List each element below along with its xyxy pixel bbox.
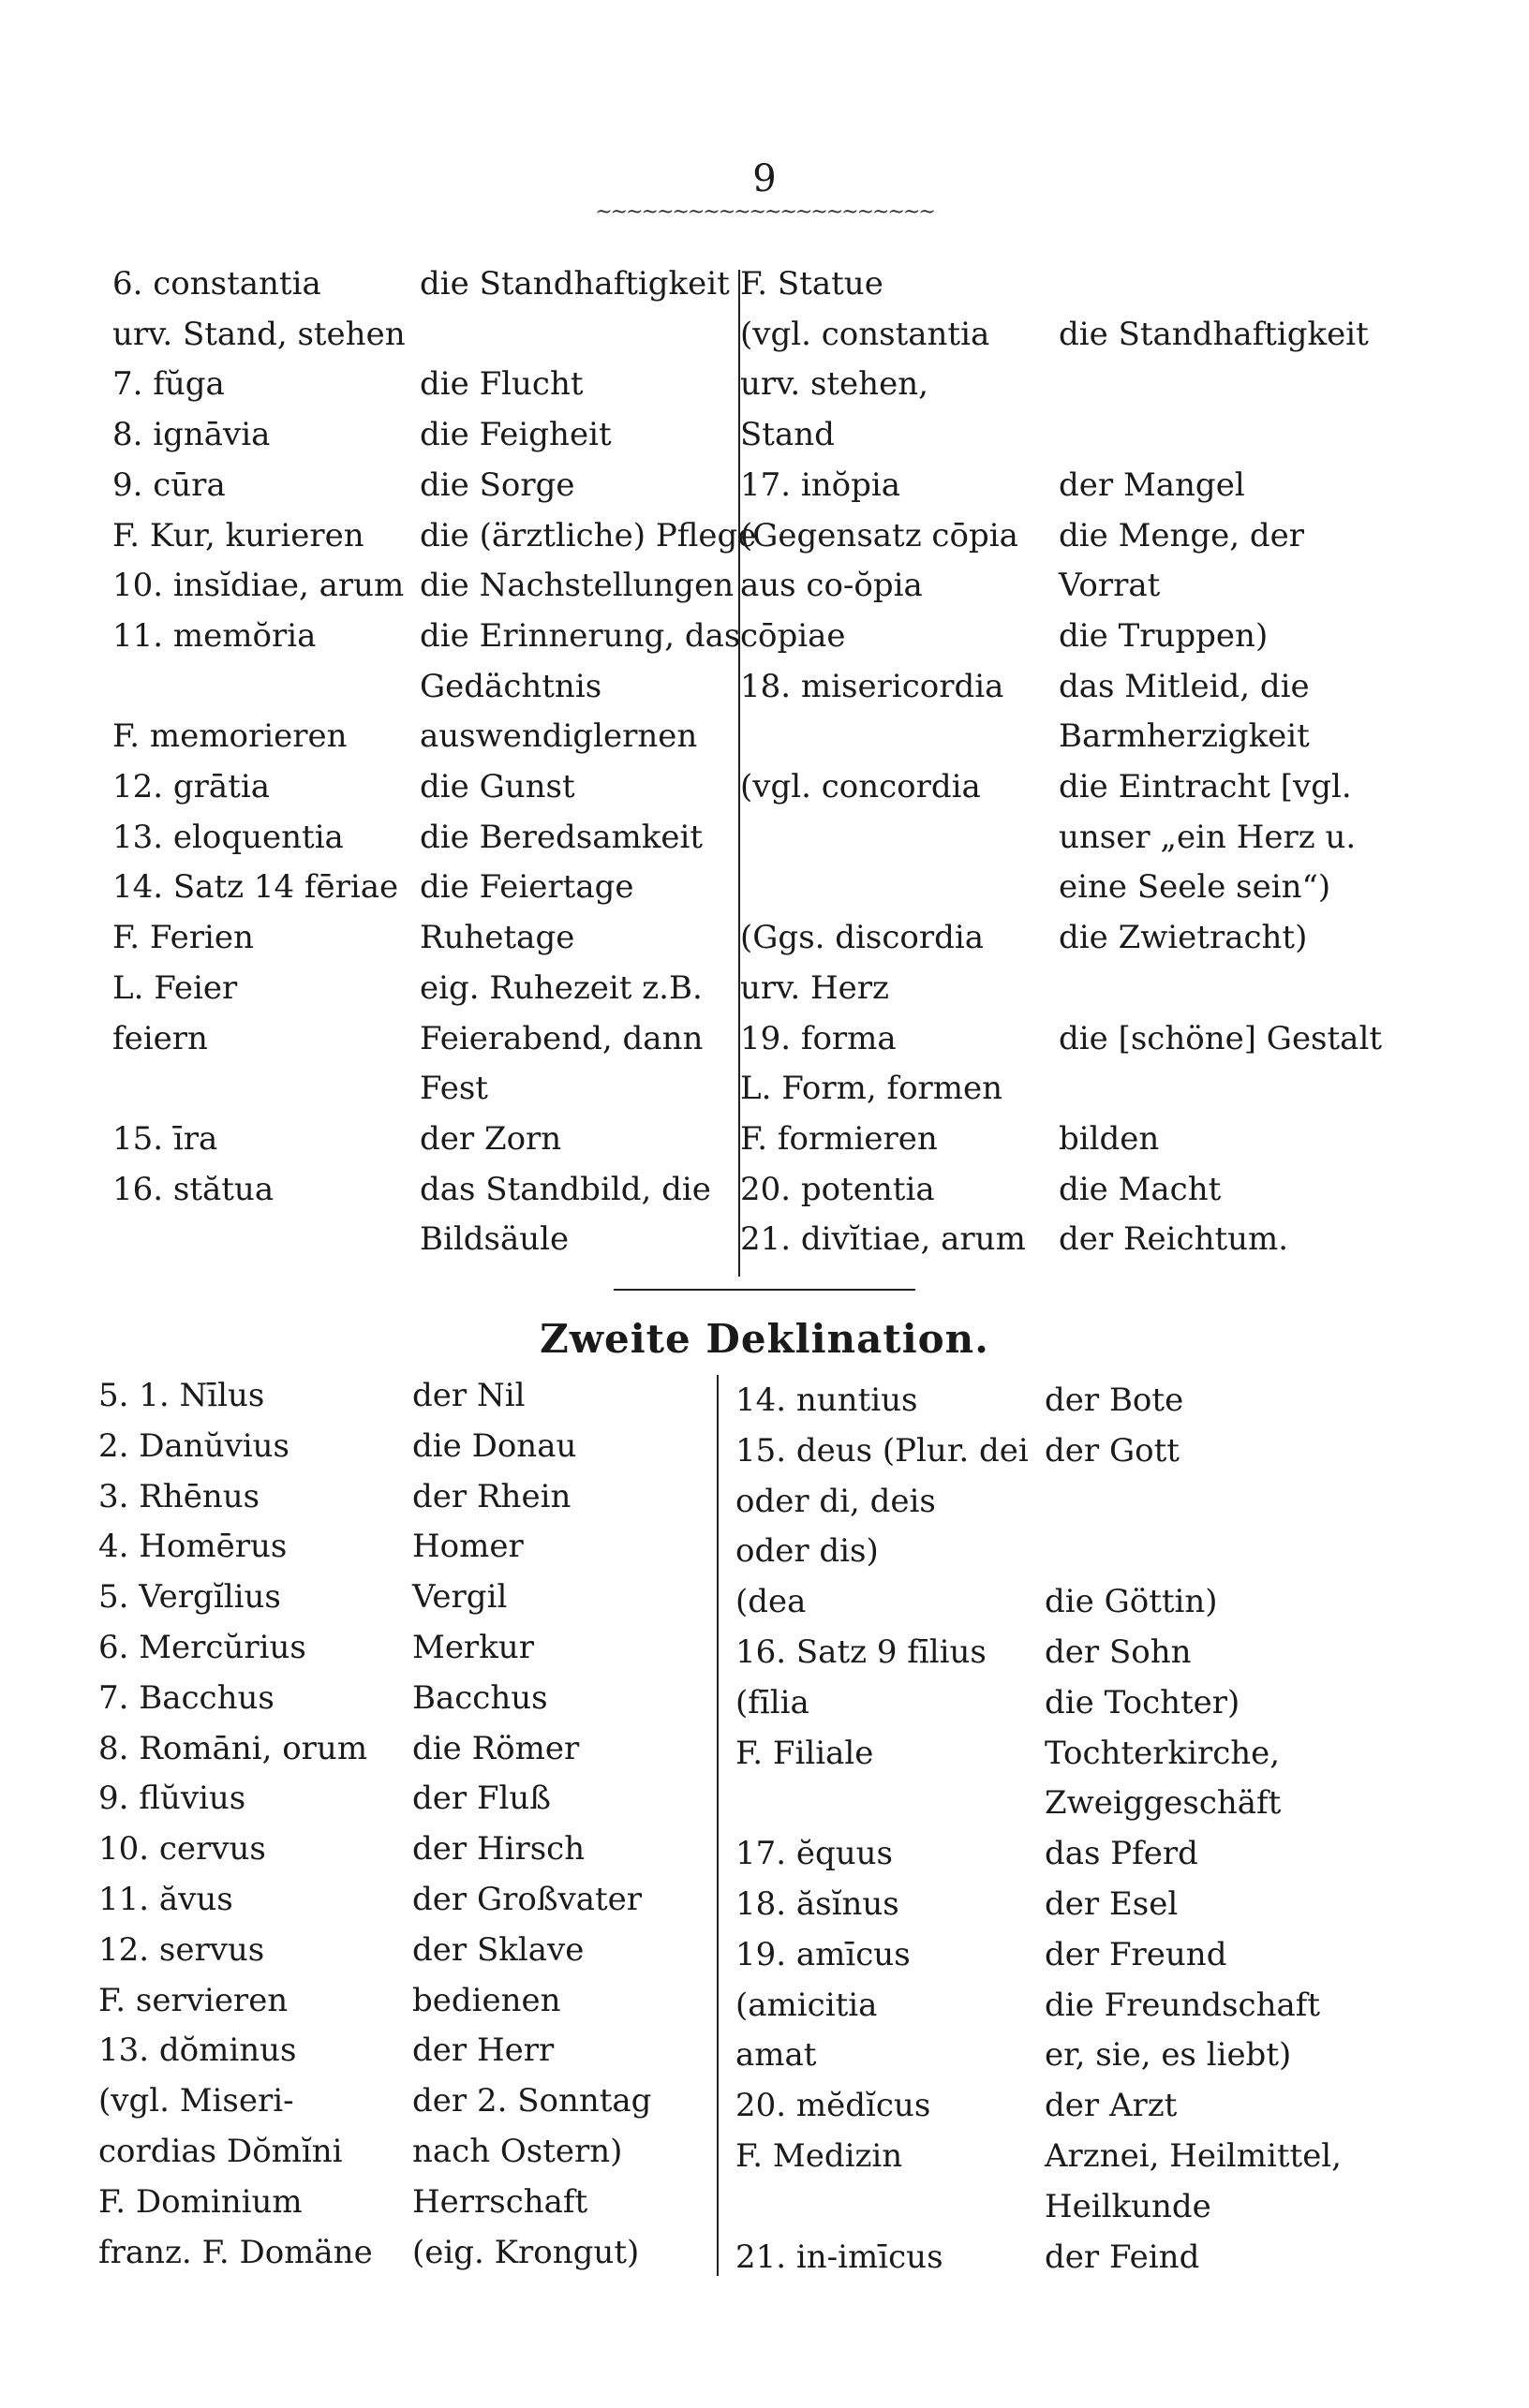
entry-term: 8. ignāvia [112, 416, 271, 453]
entry-term: 2. Danŭvius [98, 1427, 289, 1465]
entry-meaning: unser „ein Herz u. [1059, 819, 1357, 856]
entry-term: amat [735, 2036, 817, 2074]
entry-term: (Gegensatz cōpia [740, 517, 1018, 554]
entry-term: cōpiae [740, 617, 846, 655]
entry-meaning: die Macht [1059, 1171, 1222, 1208]
entry-meaning: Vergil [412, 1578, 508, 1616]
entry-meaning: der Bote [1045, 1381, 1184, 1419]
entry-meaning: der Feind [1045, 2238, 1200, 2276]
entry-term: F. Medizin [735, 2137, 903, 2175]
entry-term: feiern [112, 1020, 208, 1057]
entry-term: 8. Romāni, orum [98, 1730, 368, 1767]
entry-term: F. Statue [740, 265, 883, 303]
entry-term: F. Ferien [112, 919, 254, 956]
entry-term: 21. in-imīcus [735, 2238, 943, 2276]
entry-term: 14. nuntius [735, 1381, 918, 1419]
entry-meaning: die Gunst [420, 768, 575, 805]
entry-meaning: der Herr [412, 2031, 555, 2069]
entry-term: 21. divĭtiae, arum [740, 1220, 1026, 1258]
entry-term: urv. stehen, [740, 365, 928, 403]
entry-meaning: nach Ostern) [412, 2133, 623, 2170]
entry-meaning: Vorrat [1059, 567, 1161, 604]
entry-term: 7. Bacchus [98, 1679, 275, 1717]
entry-meaning: der Reichtum. [1059, 1220, 1289, 1258]
entry-term: 17. inŏpia [740, 466, 901, 504]
entry-meaning: die Tochter) [1045, 1684, 1240, 1721]
entry-meaning: die Feiertage [420, 868, 634, 906]
entry-meaning: eig. Ruhezeit z.B. [420, 969, 703, 1007]
entry-term: 15. īra [112, 1120, 218, 1158]
entry-meaning: der Freund [1045, 1936, 1227, 1973]
entry-term: urv. Herz [740, 969, 889, 1007]
entry-meaning: Zweiggeschäft [1045, 1784, 1282, 1822]
entry-meaning: der Nil [412, 1377, 526, 1414]
section-separator [614, 1289, 915, 1291]
ornament-line: ~~~~~~~~~~~~~~~~~~~~~~ [595, 200, 934, 224]
entry-meaning: der Hirsch [412, 1830, 586, 1868]
entry-term: 5. Vergĭlius [98, 1578, 281, 1616]
entry-meaning: die [schöne] Gestalt [1059, 1020, 1382, 1057]
entry-meaning: die Eintracht [vgl. [1059, 768, 1352, 805]
entry-meaning: auswendiglernen [420, 717, 698, 755]
entry-meaning: Gedächtnis [420, 668, 602, 705]
entry-meaning: die (ärztliche) Pflege [420, 517, 757, 554]
entry-meaning: die Römer [412, 1730, 580, 1767]
entry-meaning: die Flucht [420, 365, 584, 403]
entry-term: franz. F. Domäne [98, 2234, 373, 2271]
entry-meaning: das Standbild, die [420, 1171, 711, 1208]
entry-term: urv. Stand, stehen [112, 316, 406, 353]
entry-term: 9. cūra [112, 466, 226, 504]
entry-term: 10. cervus [98, 1830, 266, 1868]
entry-term: 18. misericordia [740, 668, 1004, 705]
entry-meaning: der Rhein [412, 1478, 572, 1515]
entry-term: F. Filiale [735, 1735, 874, 1772]
entry-term: 13. eloquentia [112, 819, 344, 856]
entry-meaning: die Feigheit [420, 416, 612, 453]
entry-meaning: bedienen [412, 1982, 561, 2019]
column-divider-bottom [717, 1375, 719, 2276]
entry-term: 16. stătua [112, 1171, 275, 1208]
entry-meaning: der Gott [1045, 1432, 1180, 1470]
entry-term: F. Dominium [98, 2183, 303, 2221]
entry-term: aus co-ŏpia [740, 567, 923, 604]
entry-meaning: (eig. Krongut) [412, 2234, 640, 2271]
entry-term: 12. servus [98, 1931, 265, 1969]
entry-term: 4. Homērus [98, 1528, 288, 1565]
entry-term: 12. grātia [112, 768, 270, 805]
entry-term: (amicitia [735, 1987, 878, 2024]
entry-meaning: der Fluß [412, 1780, 552, 1817]
entry-meaning: eine Seele sein“) [1059, 868, 1331, 906]
entry-term: (vgl. Miseri- [98, 2082, 294, 2120]
entry-term: oder di, deis [735, 1483, 936, 1520]
entry-term: 16. Satz 9 fīlius [735, 1633, 987, 1671]
entry-meaning: Arznei, Heilmittel, [1045, 2137, 1342, 2175]
entry-term: F. Kur, kurieren [112, 517, 364, 554]
entry-term: 6. constantia [112, 265, 321, 303]
entry-term: cordias Dŏmĭni [98, 2133, 343, 2170]
entry-meaning: die Menge, der [1059, 517, 1305, 554]
entry-term: F. memorieren [112, 717, 348, 755]
entry-term: 11. memŏria [112, 617, 317, 655]
entry-meaning: Fest [420, 1070, 488, 1107]
entry-meaning: Bacchus [412, 1679, 548, 1717]
entry-meaning: das Pferd [1045, 1835, 1198, 1872]
entry-term: 13. dŏminus [98, 2031, 297, 2069]
entry-meaning: die Zwietracht) [1059, 919, 1308, 956]
entry-meaning: die Erinnerung, das [420, 617, 741, 655]
entry-term: L. Form, formen [740, 1070, 1003, 1107]
entry-term: (vgl. constantia [740, 316, 990, 353]
entry-term: 19. forma [740, 1020, 897, 1057]
entry-term: 7. fŭga [112, 365, 225, 403]
entry-meaning: er, sie, es liebt) [1045, 2036, 1292, 2074]
entry-term: 18. ăsĭnus [735, 1885, 899, 1923]
entry-term: 14. Satz 14 fēriae [112, 868, 399, 906]
entry-term: 17. ĕquus [735, 1835, 894, 1872]
entry-meaning: der Zorn [420, 1120, 562, 1158]
page-number: 9 [752, 157, 777, 200]
entry-term: (vgl. concordia [740, 768, 981, 805]
entry-term: (Ggs. discordia [740, 919, 985, 956]
entry-meaning: der Esel [1045, 1885, 1179, 1923]
entry-meaning: der Mangel [1059, 466, 1245, 504]
entry-term: 5. 1. Nīlus [98, 1377, 265, 1414]
entry-meaning: Barmherzigkeit [1059, 717, 1310, 755]
entry-meaning: der 2. Sonntag [412, 2082, 652, 2120]
entry-term: F. formieren [740, 1120, 938, 1158]
entry-term: (dea [735, 1583, 807, 1620]
entry-term: 15. deus (Plur. dei [735, 1432, 1029, 1470]
entry-meaning: die Beredsamkeit [420, 819, 704, 856]
entry-meaning: das Mitleid, die [1059, 668, 1310, 705]
entry-meaning: der Sklave [412, 1931, 585, 1969]
entry-meaning: Heilkunde [1045, 2188, 1211, 2225]
entry-meaning: die Standhaftigkeit [1059, 316, 1369, 353]
entry-meaning: Homer [412, 1528, 524, 1565]
entry-term: 20. mĕdĭcus [735, 2087, 931, 2124]
entry-term: 11. ăvus [98, 1881, 233, 1918]
entry-meaning: der Arzt [1045, 2087, 1178, 2124]
entry-meaning: die Donau [412, 1427, 577, 1465]
entry-meaning: der Großvater [412, 1881, 643, 1918]
entry-term: 3. Rhēnus [98, 1478, 260, 1515]
entry-meaning: Herrschaft [412, 2183, 588, 2221]
entry-term: 9. flŭvius [98, 1780, 246, 1817]
entry-meaning: Bildsäule [420, 1220, 570, 1258]
entry-meaning: die Freundschaft [1045, 1987, 1320, 2024]
entry-term: Stand [740, 416, 835, 453]
entry-meaning: der Sohn [1045, 1633, 1192, 1671]
entry-term: (fīlia [735, 1684, 809, 1721]
entry-meaning: die Göttin) [1045, 1583, 1218, 1620]
entry-term: F. servieren [98, 1982, 289, 2019]
entry-meaning: die Sorge [420, 466, 575, 504]
section-heading: Zweite Deklination. [540, 1316, 989, 1362]
entry-meaning: Ruhetage [420, 919, 575, 956]
entry-meaning: bilden [1059, 1120, 1160, 1158]
entry-meaning: Merkur [412, 1629, 534, 1666]
entry-meaning: Feierabend, dann [420, 1020, 704, 1057]
entry-term: oder dis) [735, 1532, 879, 1570]
entry-term: 6. Mercŭrius [98, 1629, 306, 1666]
entry-meaning: die Nachstellungen [420, 567, 735, 604]
entry-meaning: Tochterkirche, [1045, 1735, 1281, 1772]
entry-term: 10. insĭdiae, arum [112, 567, 405, 604]
entry-term: 20. potentia [740, 1171, 935, 1208]
entry-term: L. Feier [112, 969, 238, 1007]
entry-meaning: die Truppen) [1059, 617, 1269, 655]
entry-term: 19. amīcus [735, 1936, 911, 1973]
entry-meaning: die Standhaftigkeit [420, 265, 730, 303]
